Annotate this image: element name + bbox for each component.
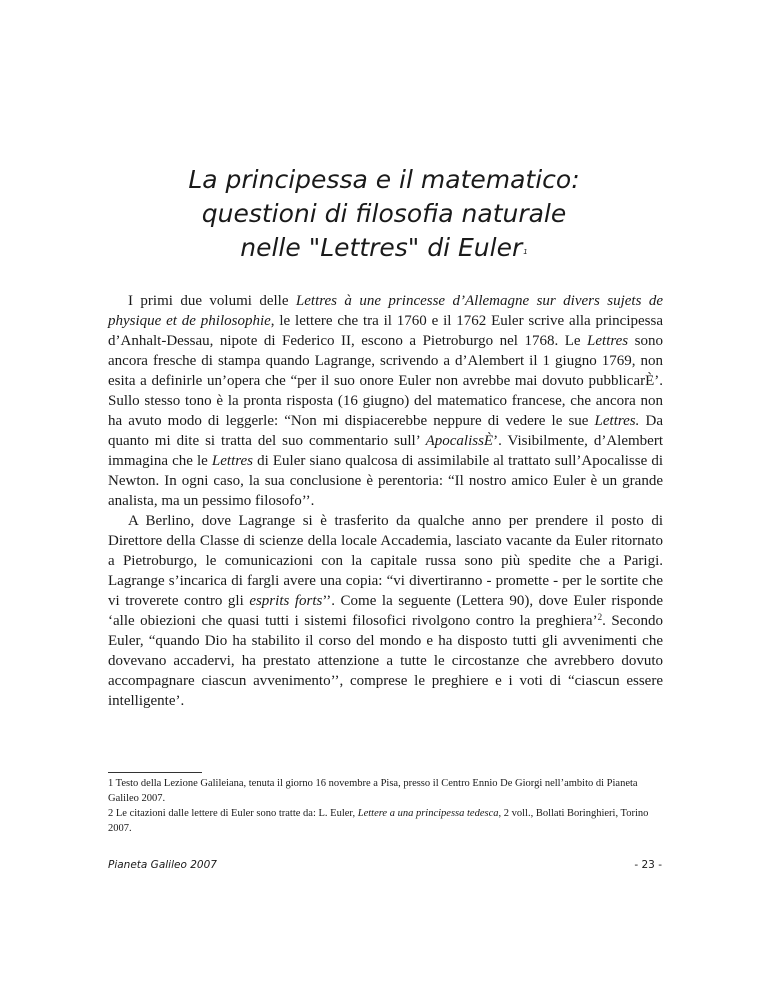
chapter-title [0,163,768,269]
p1-italic-lettres-2: Lettres. [594,413,640,429]
title-footnote-marker[interactable]: 1 [523,248,528,256]
p1-italic-title: Lettres à une princesse d’Allemagne sur divers sujets de physique et de philosophie [108,293,663,329]
p1-italic-apocalisse: ApocalissÈ [425,433,494,449]
p1-text-4: Da quanto mi dite si tratta del suo commentario sull’ [108,413,663,449]
p1-text-2: , le lettere che tra il 1760 e il 1762 Euler scrive alla principessa d’Anhalt-Dessau, nipote di Federico II, escono a Pietroburgo nel 1768. Le [108,313,663,349]
footnote-ref-2[interactable]: 2 [597,612,603,622]
title-line-2: questioni di filosofia naturale [201,199,567,228]
title-line-1: La principessa e il matematico: [188,165,580,194]
footnote-2-book-title: Lettere a una principessa tedesca [357,808,499,819]
footnotes [108,776,663,836]
footer-publication: Pianeta Galileo 2007 [108,859,217,871]
footnote-separator [108,772,202,773]
paragraph-2 [108,511,663,711]
footnote-2-text-2: , 2 voll., Bollati Boringhieri, Torino 2007. [108,808,649,834]
p1-text-5: ’. Visibilmente, d’Alembert immagina che le [108,433,663,469]
p2-text-2: ’’. Come la seguente (Lettera 90), dove Euler risponde ‘alle obiezioni che quasi tutti i sistemi filosofici rivolgono contro la preghiera’ [108,593,664,629]
p1-text-6: di Euler siano qualcosa di assimilabile al trattato sull’Apocalisse di Newton. In ogni caso, la sua conclusione è perentoria: “Il nostro amico Euler è un grande analista, ma un pessimo filosofo’’. [108,453,663,509]
footnote-2 [108,806,663,836]
p1-italic-lettres: Lettres [587,333,629,349]
paragraph-1 [108,291,663,511]
footnote-1: 1 Testo della Lezione Galileiana, tenuta il giorno 16 novembre a Pisa, presso il Centro Ennio De Giorgi nell’ambito di Pianeta Galileo 2007. [108,778,638,804]
p2-text-3: . Secondo Euler, “quando Dio ha stabilito il corso del mondo e ha disposto tutti gli avvenimenti che dovevano accadervi, ha prestato attenzione a tutte le circostanze che avrebbero dovuto accompagnare ciascun avvenimento’’, comprese le preghiere e i voti di “ciascun essere intelligente’. [108,613,663,709]
p1-text-1: I primi due volumi delle [128,293,296,309]
page-number: - 23 - [634,859,662,871]
footnote-2-text-1: 2 Le citazioni dalle lettere di Euler sono tratte da: L. Euler, [108,808,358,819]
title-line-3-text: nelle "Lettres" di Euler [240,233,523,262]
title-line-3 [0,231,768,269]
p1-text-3: sono ancora fresche di stampa quando Lagrange, scrivendo a d’Alembert il 1 giugno 1769, non esita a definirle un’opera che “per il suo onore Euler non avrebbe mai dovuto pubblicarÈ’. Sullo stesso tono è la pronta risposta (16 giugno) del matematico francese, che ancora non ha avuto modo di leggerle: “Non mi dispiacerebbe neppure di vedere le sue [108,333,663,429]
p1-italic-lettres-3: Lettres [211,453,254,469]
body-text [108,291,663,711]
p2-italic-esprits-forts: esprits forts [249,593,323,609]
p2-text-1: A Berlino, dove Lagrange si è trasferito da qualche anno per prendere il posto di Direttore della Classe di scienze della locale Accademia, lasciato vacante da Euler ritornato a Pietroburgo, le comunicazioni con la capitale russa sono più spedite che a Parigi. Lagrange s’incarica di fargli avere una copia: “vi divertiranno - promette - per le sortite che vi troverete contro gli [108,513,663,609]
